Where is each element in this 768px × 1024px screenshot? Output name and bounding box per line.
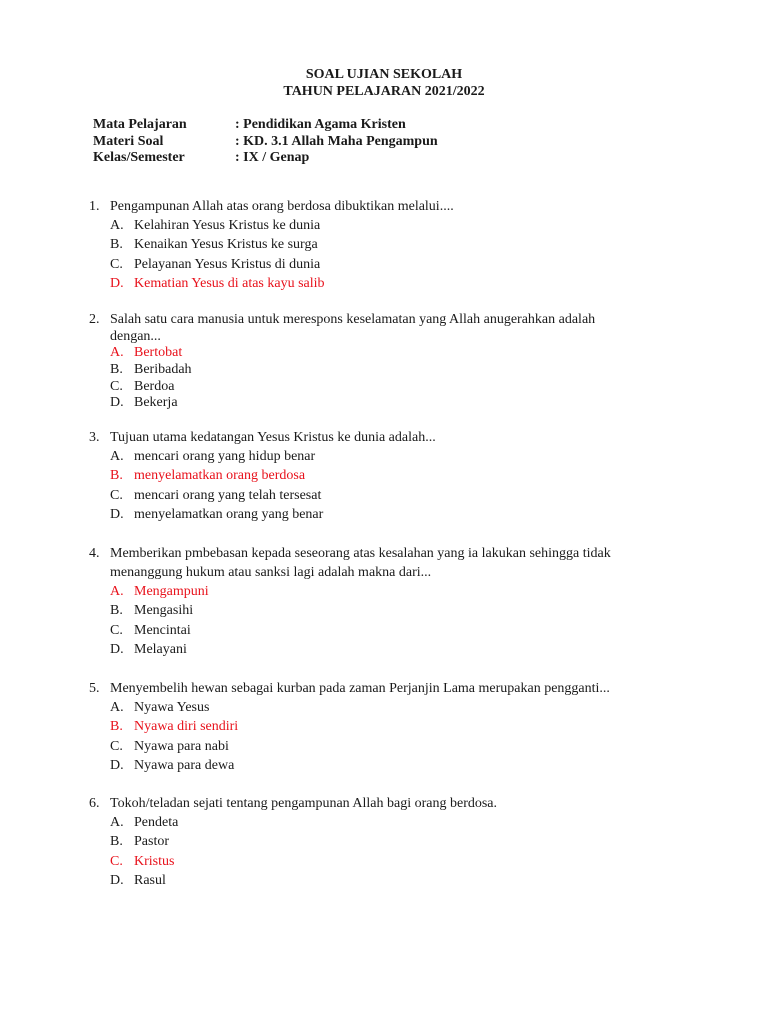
question-number: 1. <box>89 199 100 214</box>
option-a <box>110 216 689 235</box>
option-a <box>110 345 689 362</box>
options-list <box>89 447 689 525</box>
option-d <box>110 756 689 775</box>
option-a <box>110 582 689 601</box>
option-text: mencari orang yang telah tersesat <box>134 487 322 503</box>
option-c <box>110 737 689 756</box>
option-text: mencari orang yang hidup benar <box>134 449 316 464</box>
option-letter: D. <box>110 642 124 658</box>
option-letter: C. <box>110 853 123 869</box>
question-5 <box>89 679 689 776</box>
option-text: Bertobat <box>134 345 183 360</box>
question-3 <box>89 428 689 525</box>
option-letter: A. <box>110 449 124 464</box>
option-letter: A. <box>110 700 124 715</box>
option-b <box>110 466 689 485</box>
meta-row-material <box>93 134 438 151</box>
option-letter: B. <box>110 603 123 619</box>
option-text: Mencintai <box>134 622 191 638</box>
option-a <box>110 698 689 717</box>
question-number: 3. <box>89 430 100 445</box>
question-text-continued: menanggung hukum atau sanksi lagi adalah makna dari... <box>110 565 432 580</box>
question-6 <box>89 794 689 891</box>
option-c <box>110 379 689 396</box>
question-number: 4. <box>89 546 100 561</box>
question-1 <box>89 197 689 294</box>
option-text: Beribadah <box>134 361 192 377</box>
option-letter: A. <box>110 584 124 599</box>
option-c <box>110 852 689 871</box>
option-d <box>110 871 689 890</box>
option-letter: C. <box>110 622 123 638</box>
option-letter: D. <box>110 276 124 292</box>
question-text: Memberikan pmbebasan kepada seseorang atas kesalahan yang ia lakukan sehingga tidak <box>110 546 611 561</box>
question-text-continued: dengan... <box>110 329 161 344</box>
question-number: 2. <box>89 312 100 327</box>
option-letter: C. <box>110 256 123 272</box>
option-letter: D. <box>110 507 124 523</box>
options-list <box>89 345 689 412</box>
options-list <box>89 813 689 891</box>
option-a <box>110 813 689 832</box>
option-text: Bekerja <box>134 395 178 411</box>
option-d <box>110 395 689 412</box>
question-number: 6. <box>89 796 100 811</box>
question-number: 5. <box>89 681 100 696</box>
option-text: Nyawa para dewa <box>134 758 235 774</box>
meta-row-subject <box>93 117 438 134</box>
option-d <box>110 640 689 659</box>
option-text: Kristus <box>134 853 175 869</box>
option-letter: D. <box>110 873 124 889</box>
option-text: Kenaikan Yesus Kristus ke surga <box>134 237 318 253</box>
meta-value: : Pendidikan Agama Kristen <box>235 117 406 132</box>
option-a <box>110 447 689 466</box>
option-letter: B. <box>110 468 123 484</box>
option-letter: B. <box>110 237 123 253</box>
option-letter: C. <box>110 378 123 394</box>
option-text: menyelamatkan orang berdosa <box>134 468 306 484</box>
option-d <box>110 274 689 293</box>
meta-label: Kelas/Semester <box>93 150 185 165</box>
option-b <box>110 717 689 736</box>
question-2 <box>89 311 689 412</box>
meta-label: Materi Soal <box>93 133 164 149</box>
option-text: Pelayanan Yesus Kristus di dunia <box>134 256 321 272</box>
option-text: menyelamatkan orang yang benar <box>134 507 324 523</box>
option-b <box>110 362 689 379</box>
meta-value: : KD. 3.1 Allah Maha Pengampun <box>235 133 438 149</box>
meta-row-class <box>93 150 438 167</box>
option-text: Mengampuni <box>134 584 209 599</box>
exam-info <box>93 117 438 167</box>
options-list <box>89 216 689 294</box>
option-letter: B. <box>110 361 123 377</box>
option-d <box>110 505 689 524</box>
option-letter: B. <box>110 834 123 850</box>
option-text: Nyawa diri sendiri <box>134 719 239 735</box>
option-c <box>110 486 689 505</box>
option-text: Kelahiran Yesus Kristus ke dunia <box>134 218 321 233</box>
meta-value: : IX / Genap <box>235 150 310 165</box>
option-text: Rasul <box>134 873 166 889</box>
option-text: Pastor <box>134 834 169 850</box>
question-4 <box>89 544 689 660</box>
question-text: Tokoh/teladan sejati tentang pengampunan Allah bagi orang berdosa. <box>110 796 498 811</box>
option-b <box>110 235 689 254</box>
option-b <box>110 601 689 620</box>
option-text: Mengasihi <box>134 603 194 619</box>
options-list <box>89 698 689 776</box>
option-letter: D. <box>110 395 124 411</box>
option-letter: A. <box>110 345 124 360</box>
option-b <box>110 832 689 851</box>
exam-title: SOAL UJIAN SEKOLAH <box>305 67 463 82</box>
option-text: Melayani <box>134 642 187 658</box>
question-text: Tujuan utama kedatangan Yesus Kristus ke dunia adalah... <box>110 430 436 445</box>
question-text: Salah satu cara manusia untuk merespons keselamatan yang Allah anugerahkan adalah <box>110 312 596 327</box>
question-text: Pengampunan Allah atas orang berdosa dibuktikan melalui.... <box>110 199 454 214</box>
option-letter: A. <box>110 218 124 233</box>
option-letter: D. <box>110 758 124 774</box>
options-list <box>89 582 689 660</box>
option-text: Kematian Yesus di atas kayu salib <box>134 276 325 292</box>
option-c <box>110 621 689 640</box>
academic-year-title: TAHUN PELAJARAN 2021/2022 <box>283 84 485 99</box>
question-text: Menyembelih hewan sebagai kurban pada zaman Perjanjin Lama merupakan pengganti... <box>110 681 610 696</box>
option-text: Nyawa Yesus <box>134 700 210 715</box>
option-letter: C. <box>110 738 123 754</box>
option-text: Berdoa <box>134 378 175 394</box>
option-letter: A. <box>110 815 124 830</box>
option-text: Pendeta <box>134 815 179 830</box>
option-text: Nyawa para nabi <box>134 738 229 754</box>
option-c <box>110 255 689 274</box>
option-letter: B. <box>110 719 123 735</box>
option-letter: C. <box>110 487 123 503</box>
meta-label: Mata Pelajaran <box>93 117 187 132</box>
